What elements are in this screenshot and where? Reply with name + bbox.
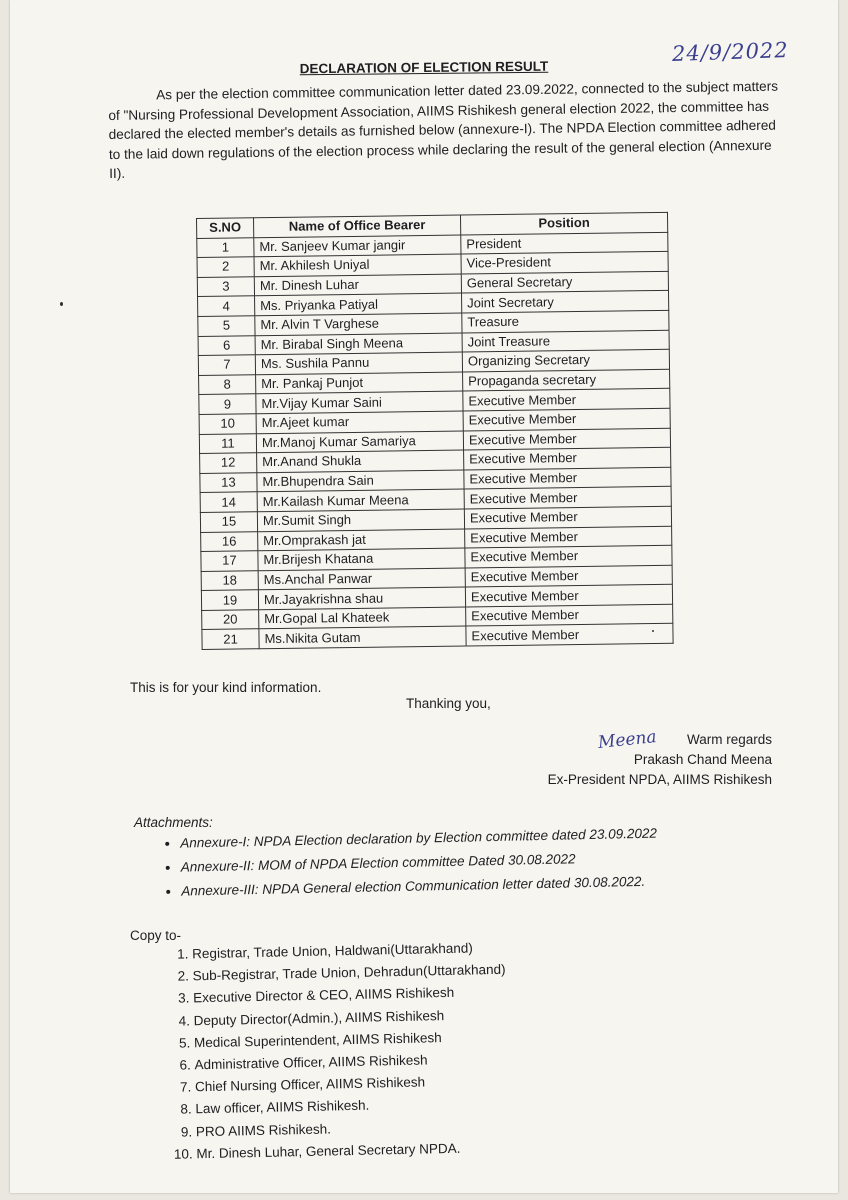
- row-sno: 12: [200, 453, 257, 473]
- handwritten-date: 24/9/2022: [671, 37, 790, 67]
- row-sno: 7: [198, 355, 255, 375]
- row-sno: 21: [202, 629, 259, 649]
- office-bearers-table: [196, 212, 674, 650]
- row-name: Ms.Nikita Gutam: [259, 626, 466, 648]
- row-sno: 15: [200, 512, 257, 532]
- copy-to-title: Copy to-: [130, 928, 182, 943]
- row-position: Executive Member: [466, 624, 673, 646]
- row-name: Ms. Priyanka Patiyal: [255, 293, 462, 315]
- row-position: General Secretary: [461, 271, 668, 293]
- copy-to-item: 5. Medical Superintendent, AIIMS Rishikesh: [194, 1020, 754, 1054]
- thanking-line: Thanking you,: [406, 696, 491, 711]
- row-name: Mr.Sumit Singh: [257, 509, 464, 531]
- row-position: Executive Member: [466, 604, 673, 626]
- attachment-item: • Annexure-I: NPDA Election declaration by Election committee dated 23.09.2022: [180, 819, 780, 856]
- row-sno: 20: [202, 610, 259, 630]
- intro-paragraph-text: As per the election committee communication letter dated 23.09.2022, connected to the subject matters of "Nursing Professional Development Association, AIIMS Rishikesh general election 2022, the committee has declared the elected member's details as furnished below (annexure-I). The NPDA Election committee adhered to the laid down regulations of the election process while declaring the result of the general election (Annexure II).: [108, 78, 779, 182]
- row-position: Executive Member: [465, 526, 672, 548]
- row-name: Mr. Dinesh Luhar: [254, 274, 461, 296]
- copy-to-item: 10. Mr. Dinesh Luhar, General Secretary NPDA.: [196, 1131, 756, 1165]
- row-sno: 9: [199, 394, 256, 414]
- signer-title: Ex-President NPDA, AIIMS Rishikesh: [547, 772, 772, 787]
- row-sno: 10: [199, 414, 256, 434]
- copy-to-item: 3. Executive Director & CEO, AIIMS Rishikesh: [193, 976, 753, 1010]
- info-line: This is for your kind information.: [130, 680, 322, 695]
- attachments-title: Attachments:: [134, 815, 213, 830]
- attachments-list: [160, 819, 781, 904]
- row-name: Mr. Alvin T Varghese: [255, 313, 462, 335]
- scan-speck: [60, 302, 63, 306]
- row-position: Treasure: [462, 310, 669, 332]
- row-sno: 19: [201, 590, 258, 610]
- row-sno: 17: [201, 551, 258, 571]
- row-name: Mr.Brijesh Khatana: [258, 548, 465, 570]
- row-sno: 18: [201, 570, 258, 590]
- row-position: President: [461, 232, 668, 254]
- document-title: DECLARATION OF ELECTION RESULT: [299, 58, 549, 77]
- row-sno: 4: [198, 296, 255, 316]
- signer-name: Prakash Chand Meena: [633, 752, 772, 767]
- signature: Meena: [597, 726, 658, 754]
- row-sno: 1: [197, 237, 254, 257]
- row-name: Mr. Birabal Singh Meena: [255, 333, 462, 355]
- copy-to-item: 6. Administrative Officer, AIIMS Rishikesh: [194, 1043, 754, 1077]
- row-name: Mr. Pankaj Punjot: [256, 372, 463, 394]
- row-position: Organizing Secretary: [462, 349, 669, 371]
- row-position: Executive Member: [465, 585, 672, 607]
- intro-paragraph: [108, 77, 779, 184]
- row-position: Executive Member: [465, 565, 672, 587]
- row-position: Executive Member: [465, 545, 672, 567]
- row-sno: 8: [199, 374, 256, 394]
- row-sno: 14: [200, 492, 257, 512]
- row-name: Mr. Akhilesh Uniyal: [254, 254, 461, 276]
- row-name: Ms.Anchal Panwar: [258, 568, 465, 590]
- row-position: Executive Member: [463, 428, 670, 450]
- row-name: Mr.Gopal Lal Khateek: [259, 607, 466, 629]
- header-sno: S.NO: [197, 218, 254, 238]
- copy-to-list: [160, 932, 757, 1166]
- row-position: Propaganda secretary: [463, 369, 670, 391]
- row-name: Mr.Kailash Kumar Meena: [257, 489, 464, 511]
- row-name: Mr.Manoj Kumar Samariya: [256, 431, 463, 453]
- attachment-item: • Annexure-III: NPDA General election Communication letter dated 30.08.2022.: [181, 867, 781, 904]
- copy-to-item: 7. Chief Nursing Officer, AIIMS Rishikesh: [195, 1065, 755, 1099]
- regards-line: Warm regards: [686, 732, 772, 747]
- row-name: Mr.Omprakash jat: [258, 529, 465, 551]
- row-sno: 2: [197, 257, 254, 277]
- header-name: Name of Office Bearer: [254, 215, 461, 237]
- header-position: Position: [460, 212, 667, 234]
- row-position: Executive Member: [463, 389, 670, 411]
- copy-to-item: 1. Registrar, Trade Union, Haldwani(Uttarakhand): [192, 932, 752, 966]
- row-position: Joint Secretary: [462, 291, 669, 313]
- copy-to-item: 8. Law officer, AIIMS Rishikesh.: [195, 1087, 755, 1121]
- office-bearers-table-wrap: [196, 212, 674, 650]
- row-position: Executive Member: [464, 467, 671, 489]
- row-sno: 6: [198, 335, 255, 355]
- copy-to-item: 2. Sub-Registrar, Trade Union, Dehradun(Uttarakhand): [192, 954, 752, 988]
- row-position: Joint Treasure: [462, 330, 669, 352]
- scan-speck: [652, 630, 654, 632]
- row-sno: 5: [198, 316, 255, 336]
- row-position: Executive Member: [464, 447, 671, 469]
- table-body: [197, 232, 673, 650]
- row-name: Mr.Anand Shukla: [257, 450, 464, 472]
- attachment-item: • Annexure-II: MOM of NPDA Election committee Dated 30.08.2022: [180, 843, 780, 880]
- row-sno: 3: [197, 277, 254, 297]
- row-position: Vice-President: [461, 252, 668, 274]
- row-sno: 11: [199, 433, 256, 453]
- row-position: Executive Member: [464, 487, 671, 509]
- row-name: Mr.Vijay Kumar Saini: [256, 391, 463, 413]
- row-name: Mr.Jayakrishna shau: [258, 587, 465, 609]
- row-position: Executive Member: [463, 408, 670, 430]
- row-sno: 13: [200, 472, 257, 492]
- row-sno: 16: [201, 531, 258, 551]
- row-name: Ms. Sushila Pannu: [255, 352, 462, 374]
- row-name: Mr.Ajeet kumar: [256, 411, 463, 433]
- copy-to-item: 4. Deputy Director(Admin.), AIIMS Rishikesh: [193, 998, 753, 1032]
- copy-to-item: 9. PRO AIIMS Rishikesh.: [196, 1109, 756, 1143]
- sign-block: [548, 730, 772, 790]
- row-name: Mr. Sanjeev Kumar jangir: [254, 235, 461, 257]
- row-position: Executive Member: [464, 506, 671, 528]
- row-name: Mr.Bhupendra Sain: [257, 470, 464, 492]
